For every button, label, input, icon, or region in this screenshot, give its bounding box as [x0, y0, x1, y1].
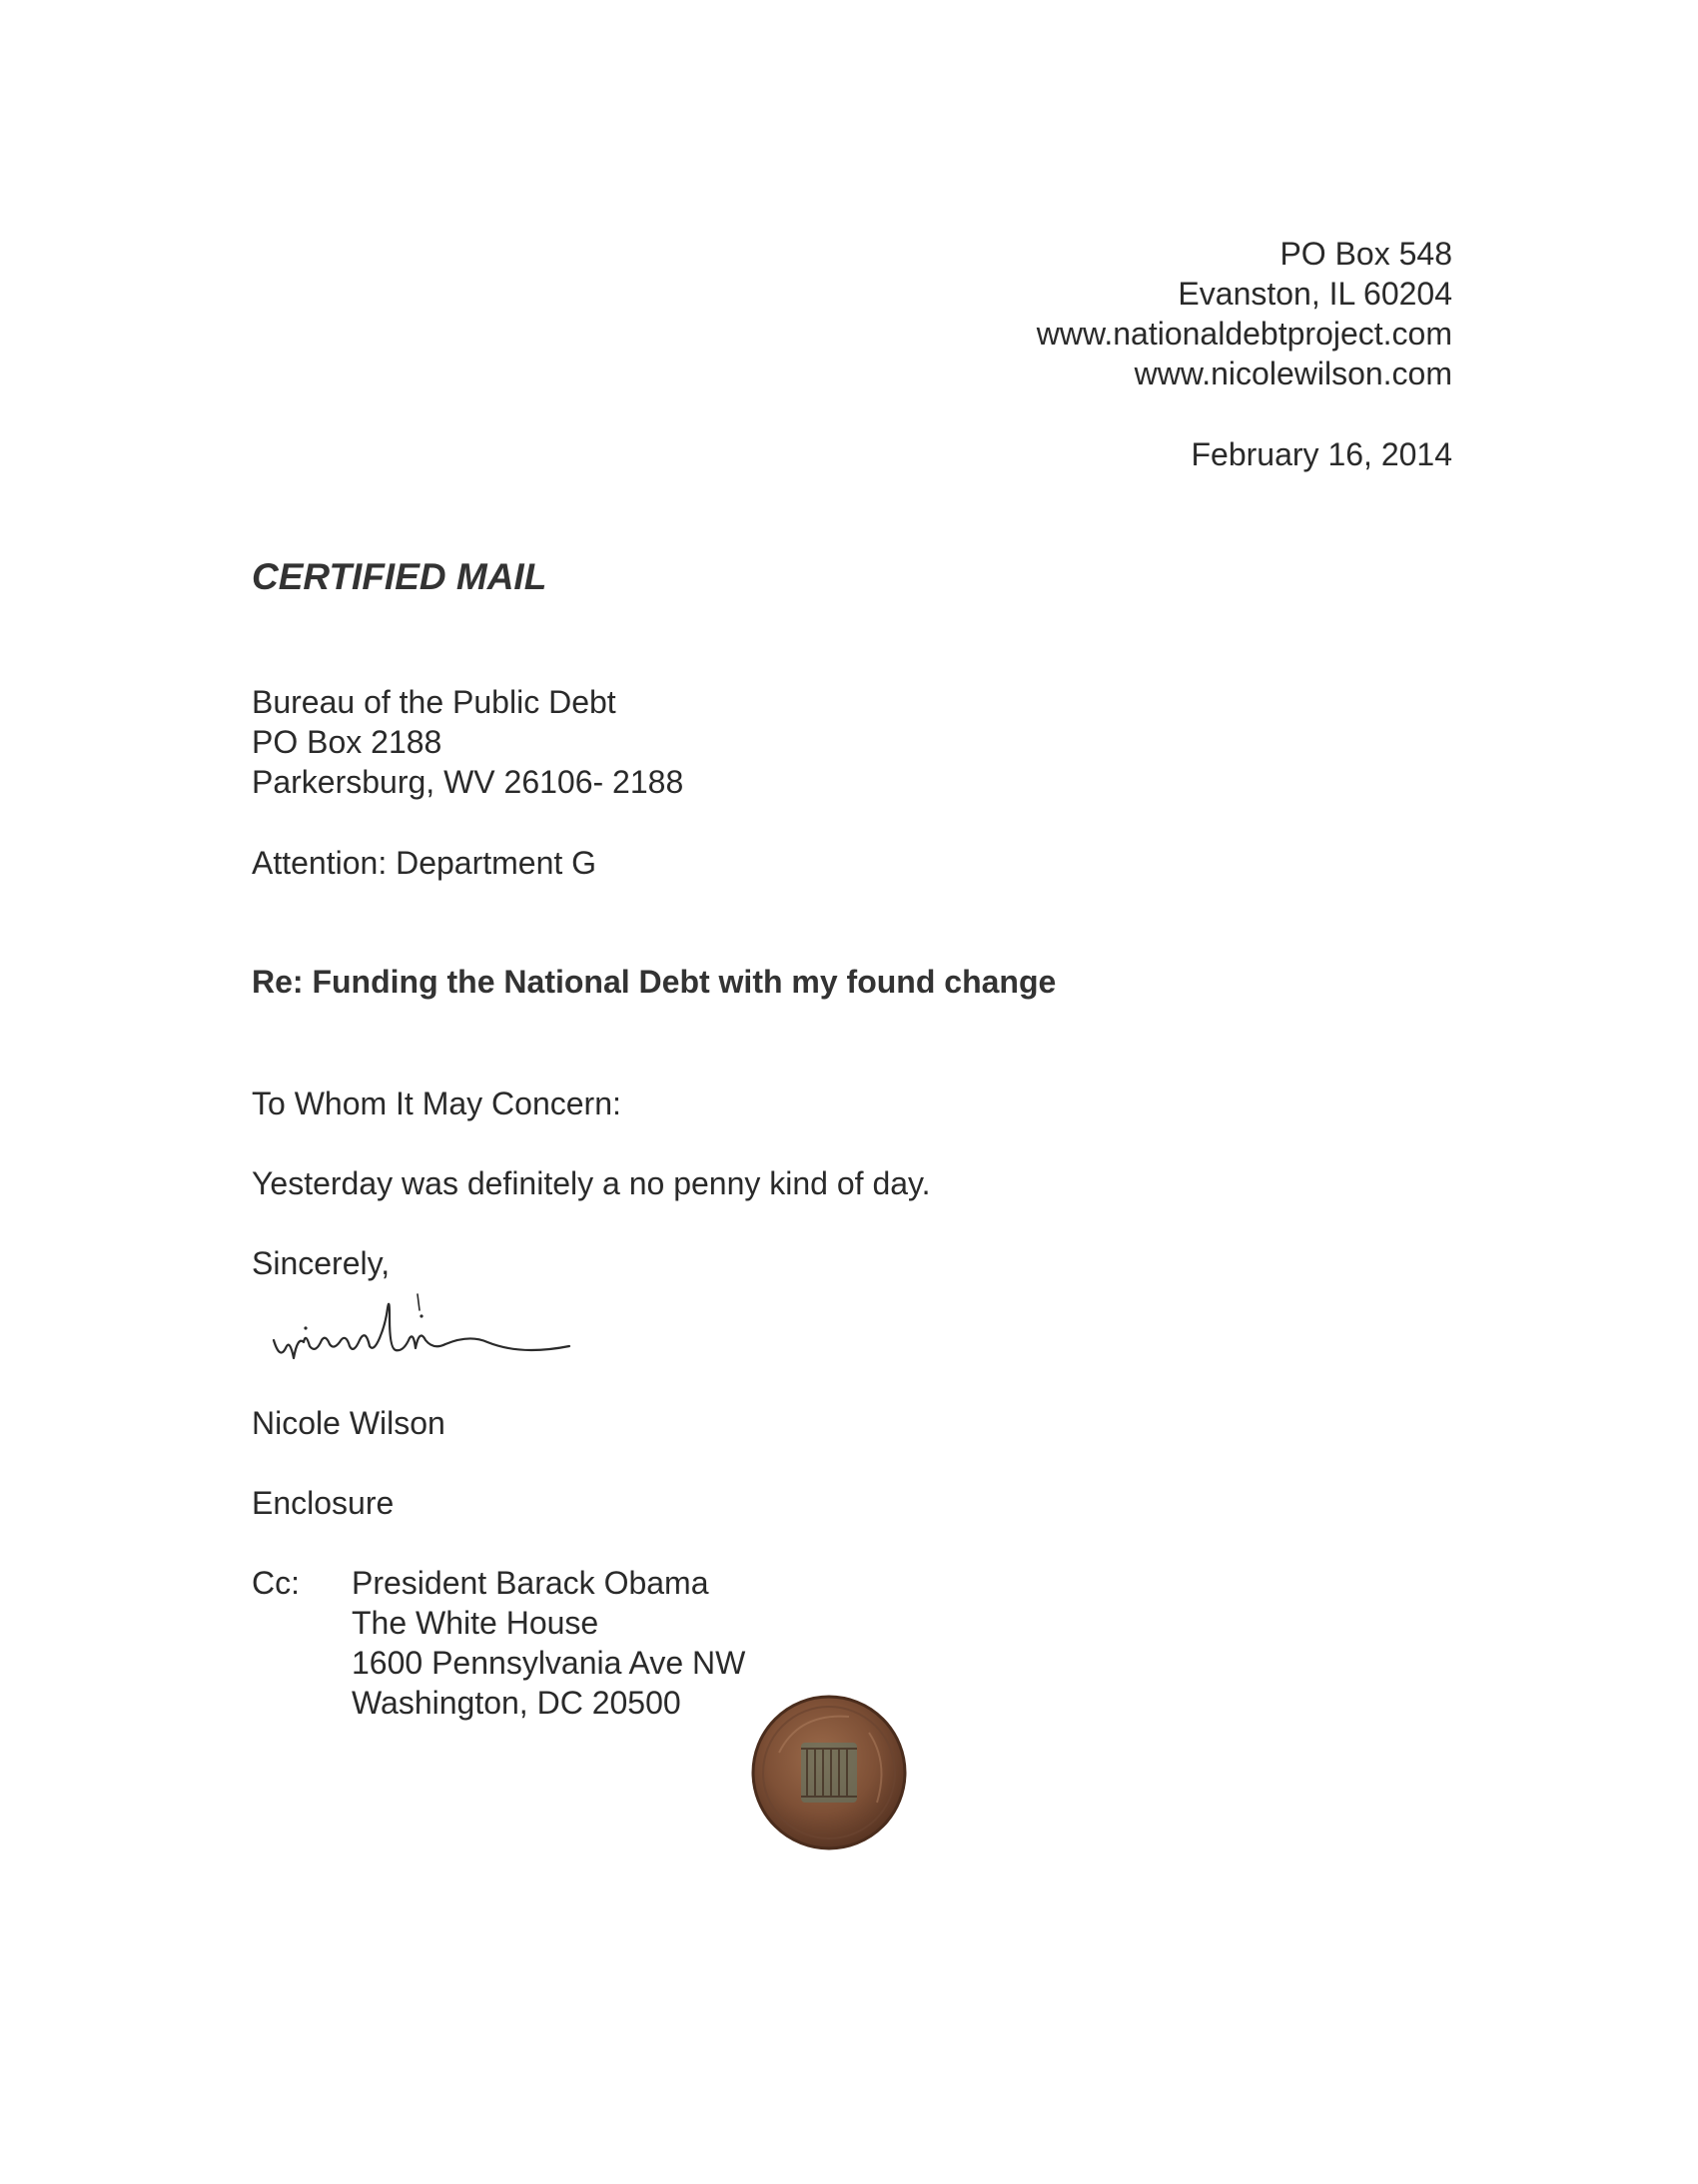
- sender-website-personal: www.nicolewilson.com: [1134, 356, 1452, 391]
- cc-address: [352, 1563, 745, 1723]
- sender-po-box: PO Box 548: [1279, 236, 1452, 272]
- attention-line: Attention: Department G: [252, 845, 597, 881]
- salutation: To Whom It May Concern:: [252, 1086, 621, 1121]
- recipient-name: Bureau of the Public Debt: [252, 684, 616, 720]
- cc-city: Washington, DC 20500: [352, 1685, 681, 1721]
- letter-date: February 16, 2014: [1191, 436, 1452, 472]
- signer-name: Nicole Wilson: [252, 1405, 445, 1441]
- cc-organization: The White House: [352, 1605, 599, 1641]
- recipient-po-box: PO Box 2188: [252, 724, 442, 760]
- sender-city: Evanston, IL 60204: [1178, 276, 1452, 312]
- subject-line: Re: Funding the National Debt with my found change: [252, 964, 1057, 1000]
- letter-body: Yesterday was definitely a no penny kind of day.: [252, 1165, 931, 1201]
- cc-street: 1600 Pennsylvania Ave NW: [352, 1645, 746, 1681]
- penny-icon: [749, 1693, 909, 1852]
- signature-icon: [270, 1288, 589, 1368]
- sender-address: [1037, 234, 1452, 393]
- cc-label: Cc:: [252, 1565, 300, 1601]
- certified-mail-heading: CERTIFIED MAIL: [252, 556, 547, 597]
- enclosure-note: Enclosure: [252, 1485, 395, 1521]
- recipient-address: [252, 682, 683, 802]
- closing: Sincerely,: [252, 1245, 391, 1281]
- sender-website-project: www.nationaldebtproject.com: [1036, 316, 1452, 352]
- cc-name: President Barack Obama: [352, 1565, 709, 1601]
- recipient-city: Parkersburg, WV 26106- 2188: [252, 764, 684, 800]
